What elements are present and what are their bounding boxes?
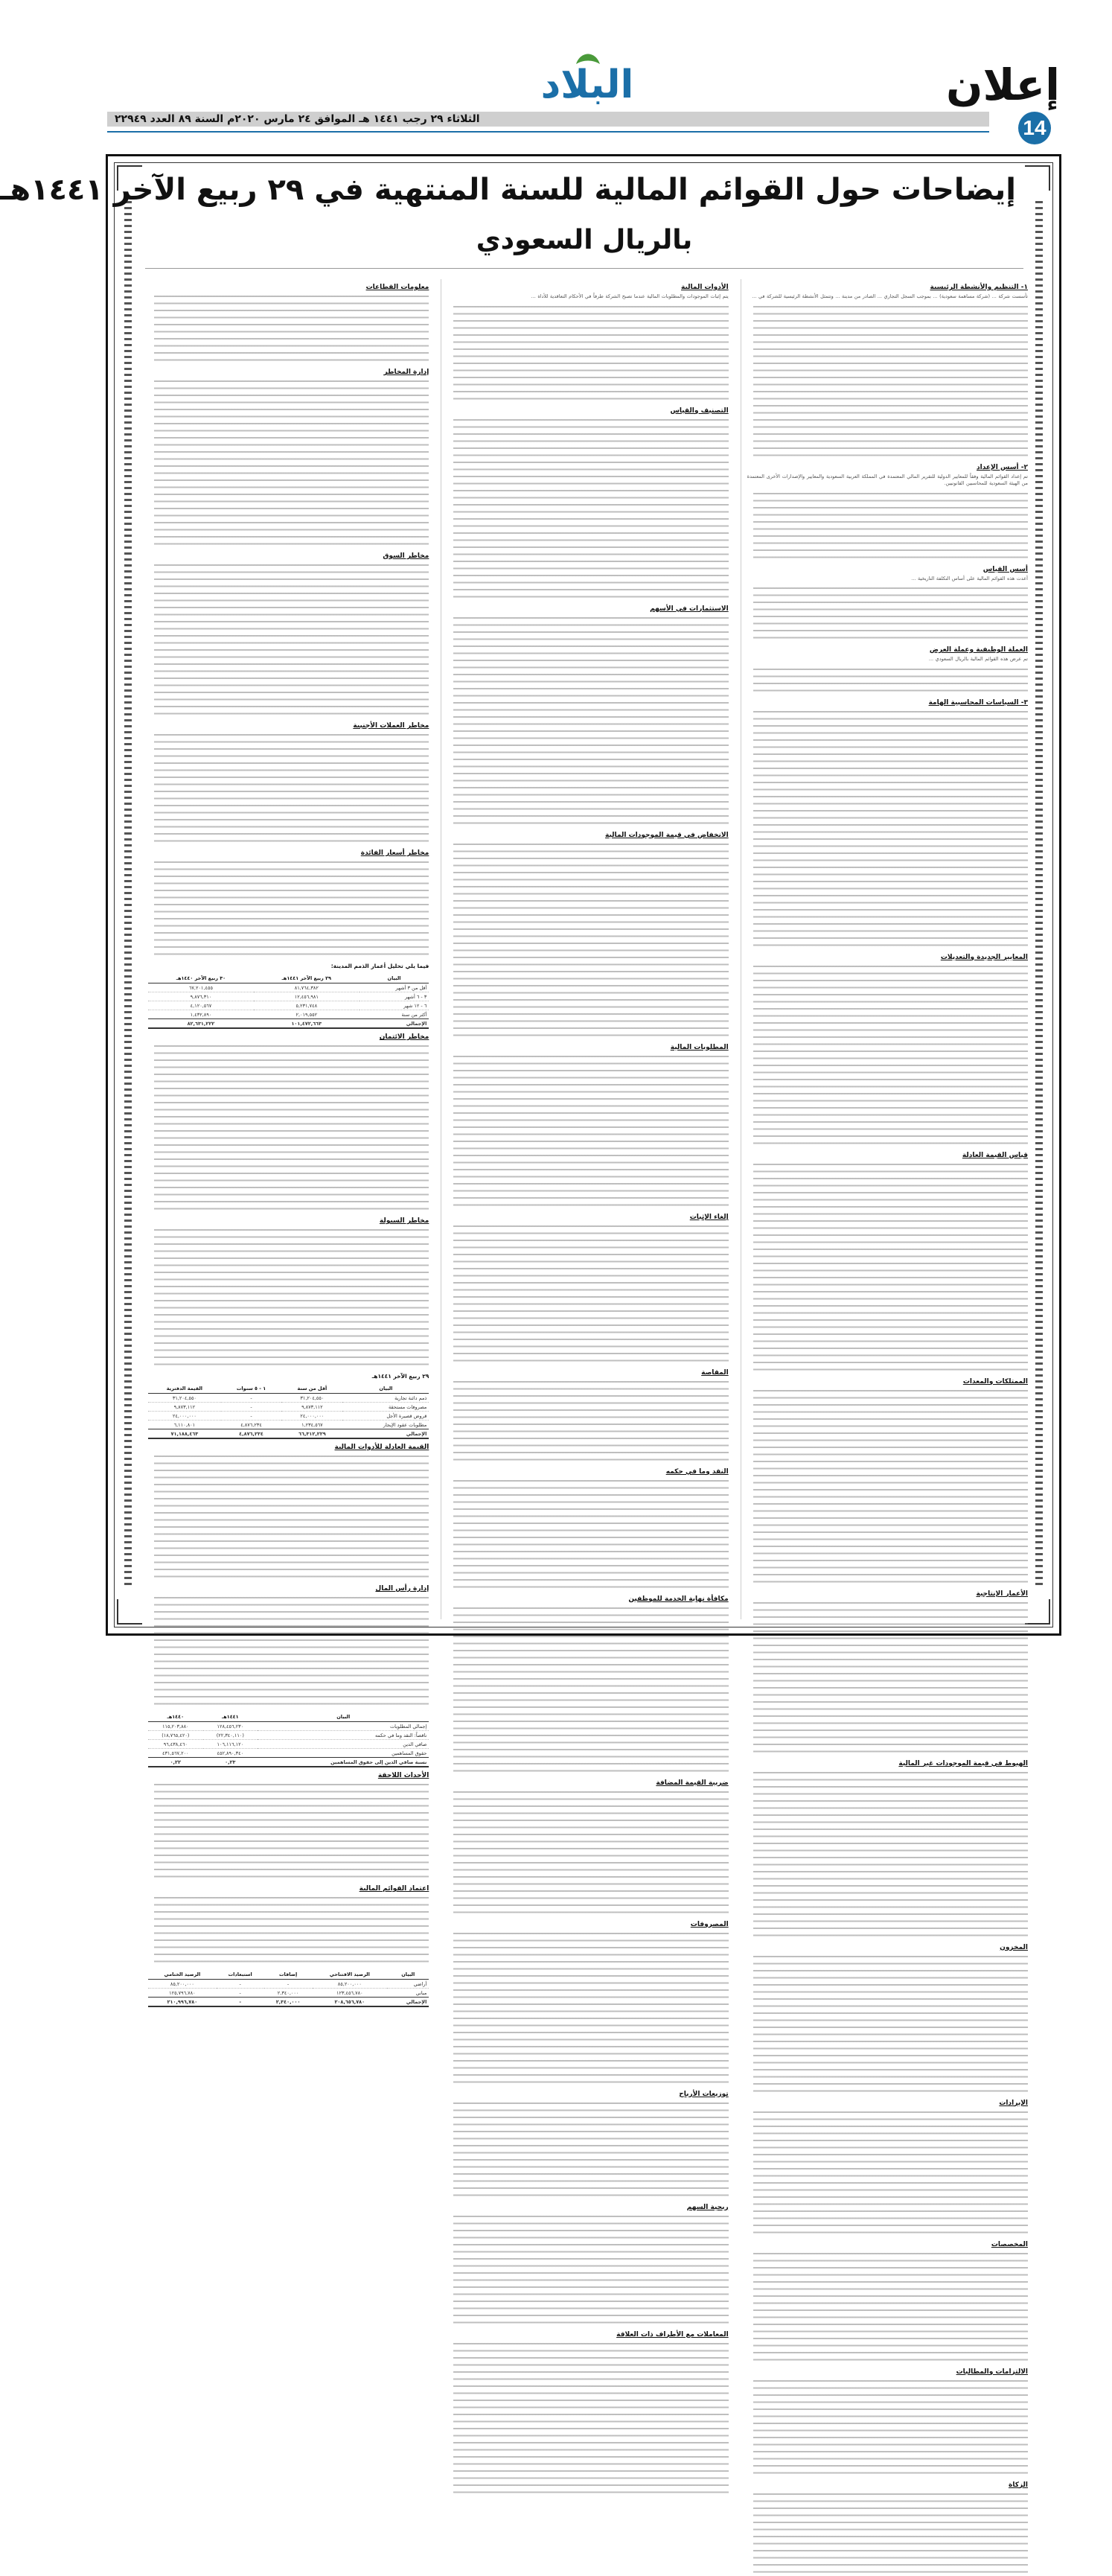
text-lines <box>753 1161 1028 1374</box>
text-lines <box>453 1478 728 1591</box>
note-body-text <box>447 2213 728 2327</box>
note-paragraph: يتم إثبات الموجودات والمطلوبات المالية عندما تصبح الشركة طرفاً في الأحكام التعاقدية للأداة ... <box>531 293 729 299</box>
table-total-row <box>148 1998 429 2007</box>
frame-corner-ornament <box>1025 165 1050 191</box>
text-lines <box>753 1770 1028 1939</box>
note-body-text <box>148 378 429 548</box>
newspaper-logo <box>531 49 643 116</box>
note-heading: الأعمار الإنتاجية <box>976 1590 1028 1598</box>
text-lines <box>154 1227 429 1368</box>
text-lines <box>753 304 1028 459</box>
table-title: ٢٩ ربيع الآخر ١٤٤١هـ <box>371 1373 429 1380</box>
newspaper-masthead <box>55 0 1112 149</box>
table-header-cell: الرصيد الافتتاحي <box>313 1970 388 1980</box>
note-body-text <box>747 585 1028 642</box>
note-heading: ربحية السهم <box>686 2203 729 2211</box>
table-cell: ٥,٢٣١,٧٤٨ <box>254 1001 360 1010</box>
note-body-text <box>447 417 728 601</box>
table-header-cell: القيمة الدفترية <box>148 1384 221 1394</box>
text-lines <box>753 666 1028 695</box>
notes-column-middle <box>441 279 729 2339</box>
note-paragraph: أعدت هذه القوائم المالية على أساس التكلفة التاريخية ... <box>911 575 1028 581</box>
note-heading: الالتزامات والمطالبات <box>956 2368 1028 2376</box>
table-total-cell: ٢١٠,٩٩٦,٧٨٠ <box>148 1998 217 2007</box>
table-cell: حقوق المساهمين <box>258 1749 429 1758</box>
note-body-text <box>747 1161 1028 1374</box>
table-cell: ٢٤,٠٠٠,٠٠٠ <box>148 1412 221 1421</box>
note-heading: الأحداث اللاحقة <box>377 1772 429 1779</box>
table-cell: ٣١,٢٠٤,٥٥٠ <box>281 1394 342 1403</box>
text-lines <box>154 1043 429 1213</box>
table-cell: ٦,١١٠,٨٠١ <box>148 1421 221 1429</box>
logo-wordmark: البلاد <box>540 63 634 107</box>
note-body-text <box>747 491 1028 561</box>
note-heading: مخاطر السوق <box>383 552 429 560</box>
table-row <box>148 1403 429 1412</box>
table-row <box>148 1412 429 1421</box>
table-cell: - <box>221 1412 282 1421</box>
table-total-cell: ٨٢,٦٣١,٢٢٢ <box>148 1019 254 1029</box>
table-cell: ١٢٥,٧٩٦,٧٨٠ <box>148 1989 217 1998</box>
note-heading: الانخفاض في قيمة الموجودات المالية <box>605 831 729 839</box>
table-cell: ذمم دائنة تجارية <box>342 1394 429 1403</box>
note-heading: الاستثمارات في الأسهم <box>650 605 729 613</box>
text-lines <box>753 2251 1028 2364</box>
note-heading: الإيرادات <box>999 2099 1028 2107</box>
note-heading: مخاطر الائتمان <box>379 1033 429 1041</box>
frame-corner-ornament <box>117 1599 142 1625</box>
note-heading: التصنيف والقياس <box>670 407 729 415</box>
table-cell: قروض قصيرة الأجل <box>342 1412 429 1421</box>
frame-corner-ornament <box>1025 1599 1050 1625</box>
note-heading: ضريبة القيمة المضافة <box>656 1779 729 1787</box>
note-heading: النقد وما في حكمه <box>665 1467 729 1476</box>
note-heading: قياس القيمة العادلة <box>962 1151 1028 1159</box>
table-row <box>148 1980 429 1989</box>
table-header-cell: ٣٠ ربيع الآخر ١٤٤٠هـ <box>148 974 254 983</box>
text-lines <box>753 709 1028 949</box>
text-lines <box>753 491 1028 561</box>
table-total-cell: ٢,٣٤٠,٠٠٠ <box>264 1998 313 2007</box>
notes-columns <box>142 279 1028 2489</box>
table-total-cell: الإجمالي <box>360 1019 429 1029</box>
note-heading: المعاملات مع الأطراف ذات العلاقة <box>616 2330 729 2339</box>
text-lines <box>753 2491 1028 2576</box>
table-total-cell: ٠,٢٢ <box>148 1758 203 1767</box>
table-cell: (١٨,٧٦٥,٤٢٠) <box>148 1731 203 1740</box>
table-total-row <box>148 1019 429 1029</box>
note-heading: توزيعات الأرباح <box>679 2090 729 2098</box>
note-heading: الهبوط في قيمة الموجودات غير المالية <box>898 1759 1028 1767</box>
note-body-text <box>747 709 1028 949</box>
table-cell: إجمالي المطلوبات <box>258 1722 429 1731</box>
note-heading: إدارة رأس المال <box>375 1585 429 1593</box>
table-cell: (٢٢,٣٤٠,١١٠) <box>203 1731 258 1740</box>
note-body-text <box>747 2378 1028 2477</box>
text-lines <box>453 417 728 601</box>
note-body-text <box>148 1595 429 1708</box>
note-heading: اعتماد القوائم المالية <box>359 1885 429 1893</box>
table-cell: ٢,٠١٩,٥٥٢ <box>254 1010 360 1019</box>
text-lines <box>154 562 429 718</box>
table-header-cell: البيان <box>387 1970 429 1980</box>
table-cell: مباني <box>387 1989 429 1998</box>
table-cell: ٢,٣٤٠,٠٠٠ <box>264 1989 313 1998</box>
table-row <box>148 1394 429 1403</box>
note-heading: المعايير الجديدة والتعديلات <box>940 953 1028 961</box>
text-lines <box>453 304 728 403</box>
frame-side-ornament <box>124 201 132 1589</box>
text-lines <box>453 615 728 827</box>
table-cell: ١٢,٤٥٦,٩٨١ <box>254 992 360 1001</box>
table-cell: ٩,٨٧٣,١١٢ <box>148 1403 221 1412</box>
table-cell: ١١٥,٢٠٣,٨٨٠ <box>148 1722 203 1731</box>
note-heading: مخاطر أسعار الفائدة <box>360 849 429 857</box>
text-lines <box>453 1789 728 1916</box>
note-body-text <box>148 562 429 718</box>
table-total-cell: ٠,٢٣ <box>203 1758 258 1767</box>
note-body-text <box>148 1782 429 1881</box>
note-heading: المصروفات <box>690 1920 729 1928</box>
text-lines <box>453 1053 728 1209</box>
table-cell: ١,٢٣٤,٥٦٧ <box>281 1421 342 1429</box>
table-row <box>148 1749 429 1758</box>
note-body-text <box>148 293 429 364</box>
title-divider <box>145 268 1023 269</box>
note-body-text <box>747 1600 1028 1756</box>
table-row <box>148 1989 429 1998</box>
date-line: الثلاثاء ٢٩ رجب ١٤٤١ هـ الموافق ٢٤ مارس ٢٠٢٠م السنة ٨٩ العدد ٢٢٩٤٩ <box>115 113 480 125</box>
table-cell: - <box>264 1980 313 1989</box>
table-title: فيما يلي تحليل أعمار الذمم المدينة: <box>330 963 429 969</box>
table-cell: ٤,١٢٠,٥٦٧ <box>148 1001 254 1010</box>
table-cell: ١٠٦,١١٦,١٢٠ <box>203 1740 258 1749</box>
table-cell: صافي الدين <box>258 1740 429 1749</box>
note-heading: معلومات القطاعات <box>365 284 429 291</box>
table-total-cell: ٦٦,٣١٢,٢٢٩ <box>281 1429 342 1439</box>
table-cell: أراضي <box>387 1980 429 1989</box>
table-cell: أقل من ٣ أشهر <box>360 983 429 992</box>
table-row <box>148 1722 429 1731</box>
table-cell: ٩,٨٧٣,١١٢ <box>281 1403 342 1412</box>
note-body-text <box>747 1388 1028 1586</box>
notes-column-right <box>741 279 1028 2489</box>
table-row <box>148 1010 429 1019</box>
note-heading: ٢- أسس الإعداد <box>977 463 1028 471</box>
table-cell: - <box>221 1403 282 1412</box>
note-body-text <box>747 1770 1028 1939</box>
text-lines <box>154 859 429 958</box>
text-lines <box>154 1595 429 1708</box>
table-total-cell: نسبة صافي الدين إلى حقوق المساهمين <box>258 1758 429 1767</box>
note-body-text <box>148 1043 429 1213</box>
note-body-text <box>447 1789 728 1916</box>
table-cell: مطلوبات عقود الإيجار <box>342 1421 429 1429</box>
table-header-cell: أقل من سنة <box>281 1384 342 1394</box>
note-body-text <box>447 1478 728 1591</box>
table-cell: ناقصاً: النقد وما في حكمه <box>258 1731 429 1740</box>
table-cell: مصروفات مستحقة <box>342 1403 429 1412</box>
note-heading: الممتلكات والمعدات <box>962 1377 1028 1386</box>
note-body-text <box>148 1453 429 1581</box>
text-lines <box>453 1605 728 1775</box>
note-body-text <box>747 1954 1028 2095</box>
note-body-text <box>447 304 728 403</box>
note-heading: أسس القياس <box>982 565 1028 573</box>
note-body-text <box>747 304 1028 459</box>
text-lines <box>453 1931 728 2086</box>
note-body-text <box>447 1931 728 2086</box>
table-cell: ٤,٨٧٦,٢٣٤ <box>221 1421 282 1429</box>
frame-side-ornament <box>1035 201 1043 1589</box>
table-total-cell: ١٠١,٤٧٢,٦٦٣ <box>254 1019 360 1029</box>
note-heading: إلغاء الإثبات <box>689 1213 729 1221</box>
note-body-text <box>747 2109 1028 2237</box>
text-lines <box>753 585 1028 642</box>
text-lines <box>453 841 728 1039</box>
table-cell: ١٢٨,٤٥٦,٢٣٠ <box>203 1722 258 1731</box>
note-heading: المطلوبات المالية <box>670 1043 729 1051</box>
note-body-text <box>447 1053 728 1209</box>
note-paragraph: تم إعداد القوائم المالية وفقاً للمعايير الدولية للتقرير المالي المعتمدة في المملكة العربية السعودية والمعايير والإصدارات الأخرى المعتمدة من الهيئة السعودية للمحاسبين القانونيين. <box>747 473 1028 486</box>
financial-table <box>148 1384 429 1439</box>
note-body-text <box>148 1895 429 1966</box>
table-cell: ٤٥٢,٨٩٠,٣٤٠ <box>203 1749 258 1758</box>
table-row <box>148 1740 429 1749</box>
note-body-text <box>447 1223 728 1365</box>
table-cell: ٤٣١,٥٦٧,٢٠٠ <box>148 1749 203 1758</box>
text-lines <box>154 732 429 845</box>
table-total-cell: الإجمالي <box>387 1998 429 2007</box>
table-cell: ٦ - ١٢ شهر <box>360 1001 429 1010</box>
table-header-cell: ١٤٤٠هـ <box>148 1712 203 1722</box>
table-total-row <box>148 1758 429 1767</box>
note-body-text <box>747 963 1028 1147</box>
notes-column-left <box>142 279 429 2005</box>
note-body-text <box>447 2100 728 2199</box>
text-lines <box>453 2100 728 2199</box>
table-total-cell: - <box>217 1998 264 2007</box>
text-lines <box>154 1895 429 1966</box>
note-heading: مخاطر العملات الأجنبية <box>353 722 429 730</box>
note-heading: العملة الوظيفية وعملة العرض <box>929 646 1028 654</box>
note-heading: الأدوات المالية <box>681 284 729 291</box>
table-total-cell: الإجمالي <box>342 1429 429 1439</box>
financial-table <box>148 1970 429 2007</box>
text-lines <box>753 2109 1028 2237</box>
table-total-cell: ٧١,١٨٨,٤٦٣ <box>148 1429 221 1439</box>
text-lines <box>753 1600 1028 1756</box>
note-body-text <box>148 1227 429 1368</box>
note-heading: مخاطر السيولة <box>379 1217 429 1225</box>
table-row <box>148 1421 429 1429</box>
table-header-cell: البيان <box>258 1712 429 1722</box>
table-cell: ٨١,٧٦٤,٣٨٢ <box>254 983 360 992</box>
table-header-cell: ٢٩ ربيع الآخر ١٤٤١هـ <box>254 974 360 983</box>
table-total-cell: ٢٠٨,٦٥٦,٧٨٠ <box>313 1998 388 2007</box>
text-lines <box>753 2378 1028 2477</box>
note-body-text <box>747 666 1028 695</box>
table-cell: - <box>217 1980 264 1989</box>
table-cell: - <box>217 1989 264 1998</box>
table-cell: ٣ - ٦ أشهر <box>360 992 429 1001</box>
advertisement-subtitle: بالريال السعودي <box>476 225 693 255</box>
text-lines <box>154 293 429 364</box>
table-total-cell: ٤,٨٧٦,٢٣٤ <box>221 1429 282 1439</box>
text-lines <box>154 1453 429 1581</box>
table-cell: ٨٥,٢٠٠,٠٠٠ <box>148 1980 217 1989</box>
note-body-text <box>747 2251 1028 2364</box>
table-cell: ١٢٣,٤٥٦,٧٨٠ <box>313 1989 388 1998</box>
note-paragraph: تأسست شركة ... (شركة مساهمة سعودية) ... بموجب السجل التجاري ... الصادر من مدينة ... وتتمثل الأنشطة الرئيسية للشركة في ... <box>752 293 1028 299</box>
note-heading: الزكاة <box>1009 2481 1028 2489</box>
text-lines <box>753 1388 1028 1586</box>
text-lines <box>453 2213 728 2327</box>
table-cell: ٣١,٢٠٤,٥٥٠ <box>148 1394 221 1403</box>
table-header-cell: إضافات <box>264 1970 313 1980</box>
table-row <box>148 1001 429 1010</box>
text-lines <box>453 1379 728 1464</box>
table-cell: ٢٤,٠٠٠,٠٠٠ <box>281 1412 342 1421</box>
note-body-text <box>148 859 429 958</box>
table-total-row <box>148 1429 429 1439</box>
note-paragraph: تم عرض هذه القوائم المالية بالريال السعودي ... <box>928 656 1028 662</box>
table-header-cell: ١ - ٥ سنوات <box>221 1384 282 1394</box>
note-body-text <box>447 1605 728 1775</box>
section-label: إعلان <box>945 60 1060 110</box>
text-lines <box>154 1782 429 1881</box>
table-cell: ٨٥,٢٠٠,٠٠٠ <box>313 1980 388 1989</box>
table-row <box>148 1731 429 1740</box>
table-row <box>148 992 429 1001</box>
note-heading: المخزون <box>1000 1943 1028 1951</box>
table-header-cell: الرصيد الختامي <box>148 1970 217 1980</box>
masthead-divider <box>107 131 989 133</box>
table-row <box>148 983 429 992</box>
note-heading: إدارة المخاطر <box>383 369 429 376</box>
table-cell: ٦٧,٢٠١,٤٥٥ <box>148 983 254 992</box>
note-heading: مكافأة نهاية الخدمة للموظفين <box>628 1595 729 1603</box>
advertisement-frame <box>0 154 1061 2489</box>
page-number-badge: 14 <box>1018 112 1051 144</box>
table-cell: - <box>221 1394 282 1403</box>
date-bar <box>107 112 989 127</box>
note-body-text <box>447 615 728 827</box>
financial-table <box>148 1712 429 1767</box>
table-cell: أكثر من سنة <box>360 1010 429 1019</box>
table-header-cell: ١٤٤١هـ <box>203 1712 258 1722</box>
text-lines <box>453 2341 728 2496</box>
note-heading: المخصصات <box>991 2240 1028 2248</box>
table-cell: ١,٤٣٢,٨٩٠ <box>148 1010 254 1019</box>
note-heading: القيمة العادلة للأدوات المالية <box>334 1444 429 1451</box>
table-header-cell: استبعادات <box>217 1970 264 1980</box>
note-heading: ١- التنظيم والأنشطة الرئيسية <box>930 284 1028 291</box>
text-lines <box>753 1954 1028 2095</box>
note-body-text <box>148 732 429 845</box>
table-cell: ٩,٨٧٦,٣١٠ <box>148 992 254 1001</box>
text-lines <box>154 378 429 548</box>
text-lines <box>453 1223 728 1365</box>
table-cell: ٩٦,٤٣٨,٤٦٠ <box>148 1740 203 1749</box>
table-header-cell: البيان <box>342 1384 429 1394</box>
note-body-text <box>747 2491 1028 2576</box>
note-heading: ٣- السياسات المحاسبية الهامة <box>928 698 1028 707</box>
note-body-text <box>447 2341 728 2496</box>
table-header-cell: البيان <box>360 974 429 983</box>
note-body-text <box>447 841 728 1039</box>
text-lines <box>753 963 1028 1147</box>
financial-table <box>148 974 429 1029</box>
note-heading: المقاصة <box>701 1368 729 1377</box>
advertisement-title: إيضاحات حول القوائم المالية للسنة المنتهية في ٢٩ ربيع الآخر ١٤٤١هـ <box>0 173 1016 207</box>
note-body-text <box>447 1379 728 1464</box>
